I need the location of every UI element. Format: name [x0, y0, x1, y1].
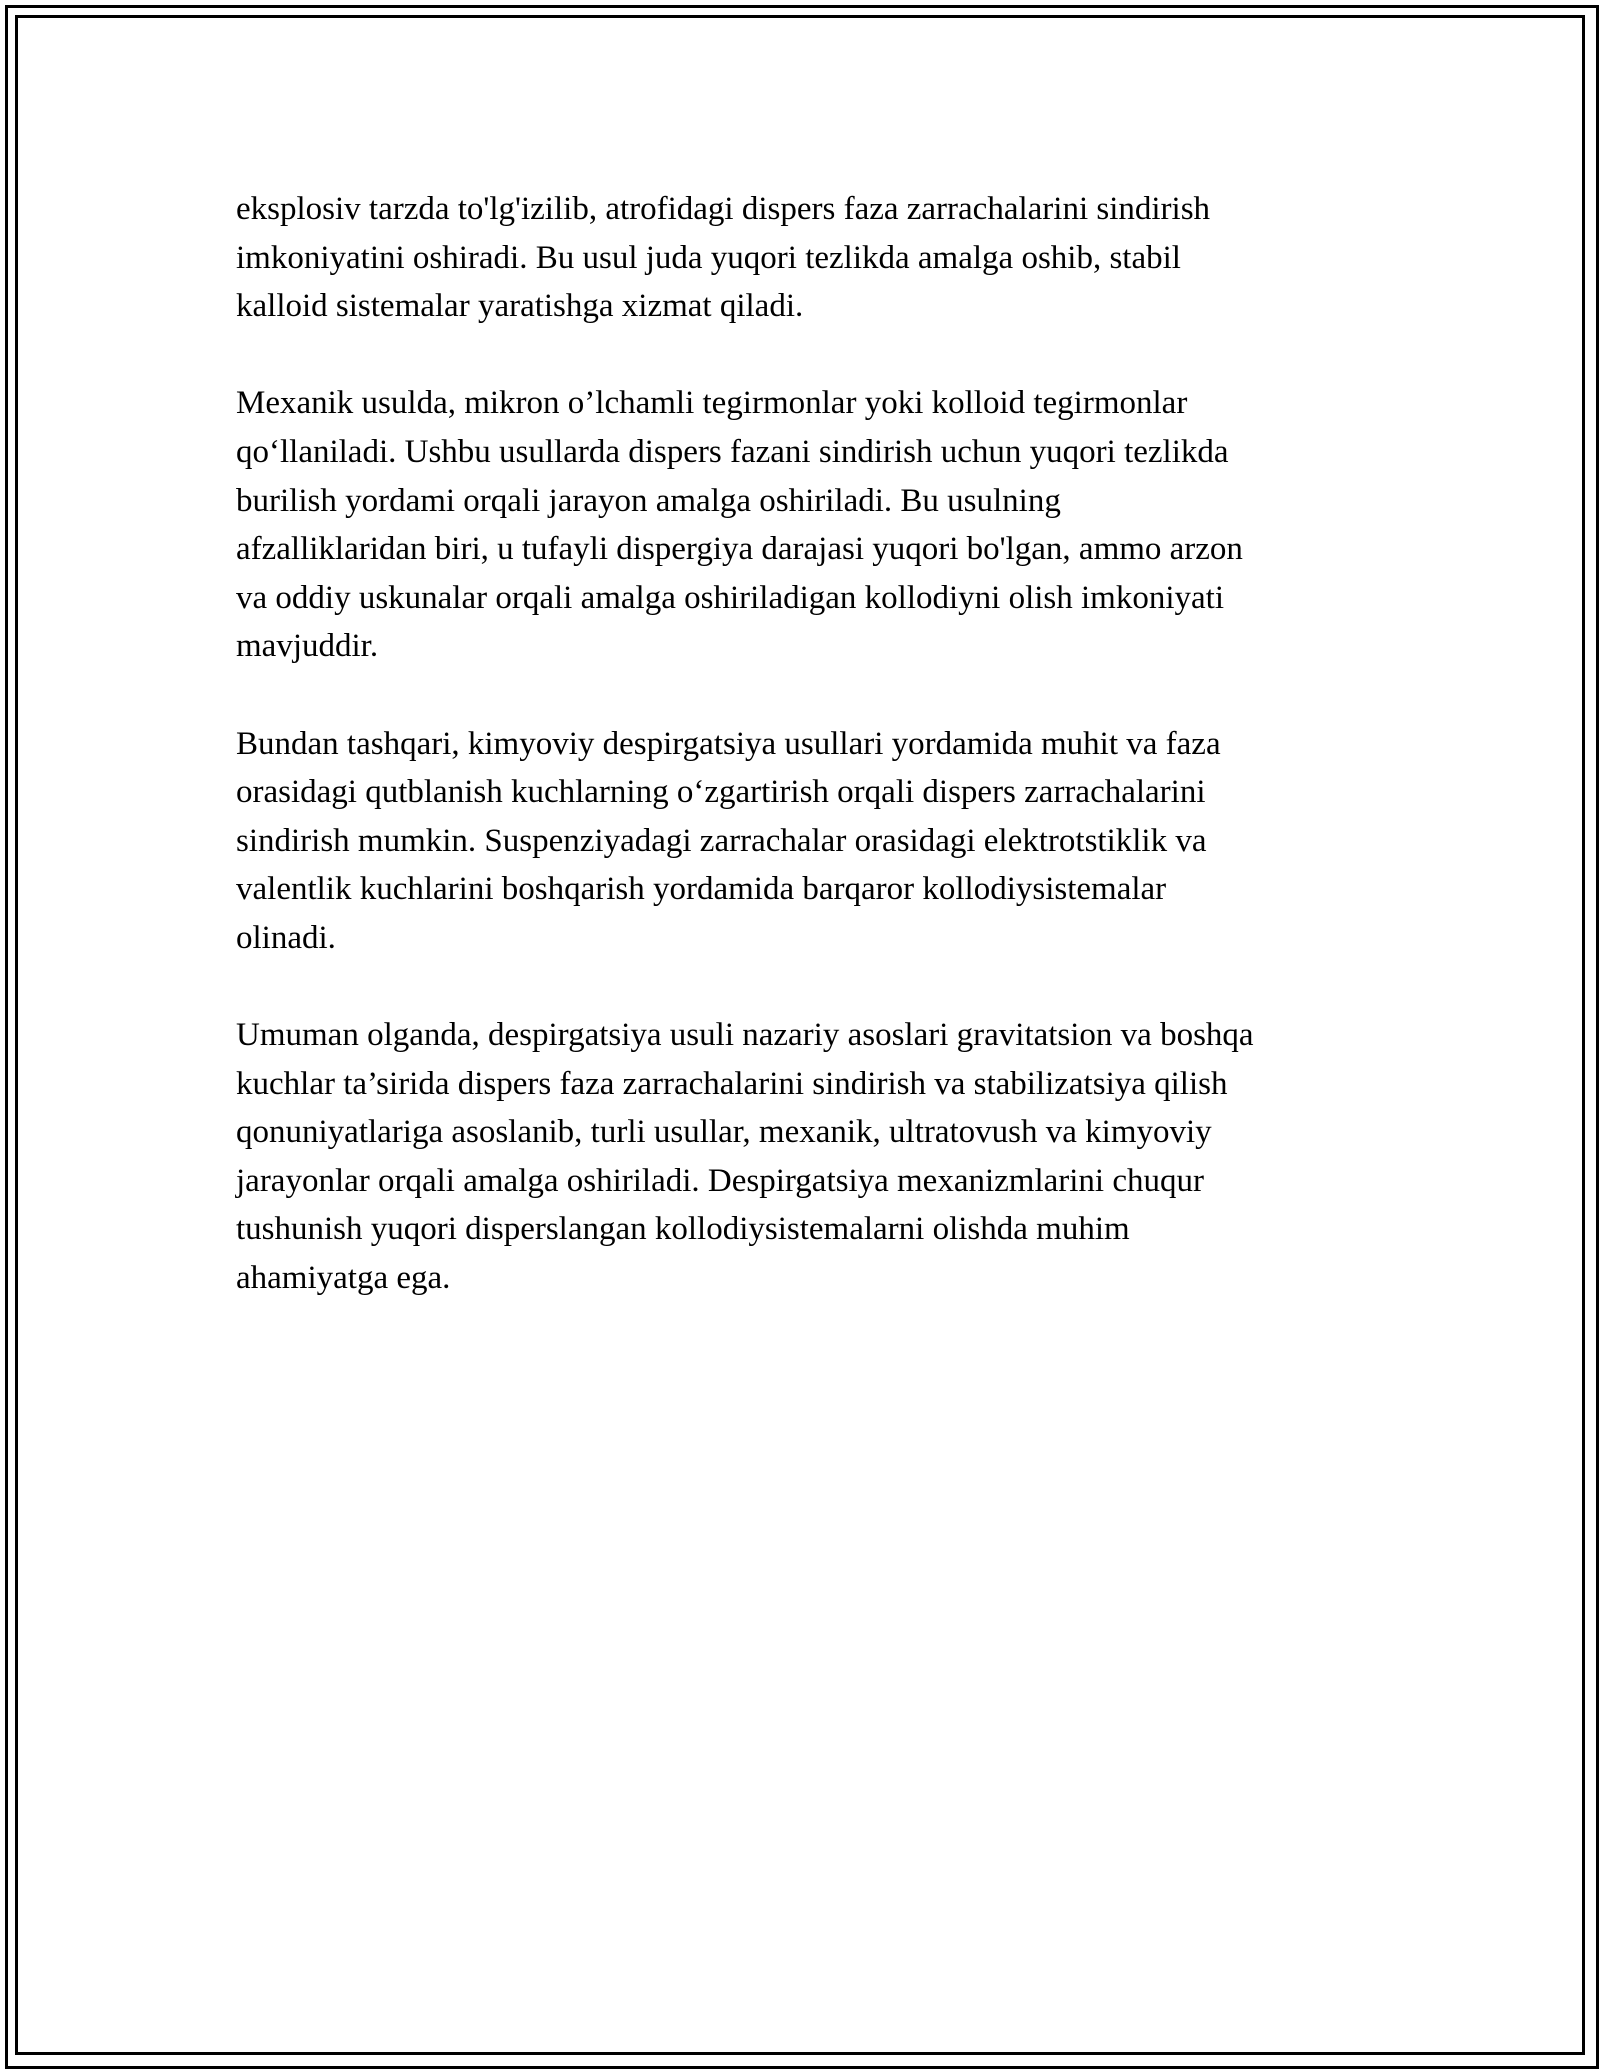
text-line: afzalliklaridan biri, u tufayli dispergiya darajasi yuqori bo'lgan, ammo arzon [236, 531, 1243, 568]
text-line: valentlik kuchlarini boshqarish yordamida barqaror kollodiysistemalar [236, 871, 1167, 908]
text-line: mavjuddir. [236, 628, 379, 665]
text-line: jarayonlar orqali amalga oshiriladi. Despirgatsiya mexanizmlarini chuqur [236, 1162, 1204, 1199]
text-line: qonuniyatlariga asoslanib, turli usullar, mexanik, ultratovush va kimyoviy [236, 1114, 1212, 1151]
paragraph-chemical-method [236, 720, 1376, 963]
text-line: Bundan tashqari, kimyoviy despirgatsiya usullari yordamida muhit va faza [236, 725, 1221, 762]
paragraph-mechanical-method [236, 379, 1376, 671]
text-line: ahamiyatga ega. [236, 1260, 451, 1297]
text-line: va oddiy uskunalar orqali amalga oshiriladigan kollodiyni olish imkoniyati [236, 579, 1225, 616]
paragraph-explosive-method [236, 185, 1376, 331]
text-line: tushunish yuqori disperslangan kollodiysistemalarni olishda muhim [236, 1211, 1130, 1248]
text-line: orasidagi qutblanish kuchlarning o‘zgartirish orqali dispers zarrachalarini [236, 774, 1206, 811]
text-line: eksplosiv tarzda to'lg'izilib, atrofidagi dispers faza zarrachalarini sindirish [236, 191, 1211, 227]
text-line: kalloid sistemalar yaratishga xizmat qiladi. [236, 288, 804, 325]
text-line: burilish yordami orqali jarayon amalga oshiriladi. Bu usulning [236, 482, 1061, 519]
text-line: qo‘llaniladi. Ushbu usullarda dispers fazani sindirish uchun yuqori tezlikda [236, 433, 1229, 470]
text-line: sindirish mumkin. Suspenziyadagi zarrachalar orasidagi elektrotstiklik va [236, 822, 1207, 859]
text-line: imkoniyatini oshiradi. Bu usul juda yuqori tezlikda amalga oshib, stabil [236, 239, 1181, 276]
text-line: olinadi. [236, 919, 336, 956]
text-line: Mexanik usulda, mikron o’lchamli tegirmonlar yoki kolloid tegirmonlar [236, 385, 1188, 422]
paragraph-conclusion [236, 1011, 1376, 1303]
text-line: kuchlar ta’sirida dispers faza zarrachalarini sindirish va stabilizatsiya qilish [236, 1065, 1228, 1102]
text-line: Umuman olganda, despirgatsiya usuli nazariy asoslari gravitatsion va boshqa [236, 1017, 1254, 1054]
document-body [236, 185, 1376, 1351]
